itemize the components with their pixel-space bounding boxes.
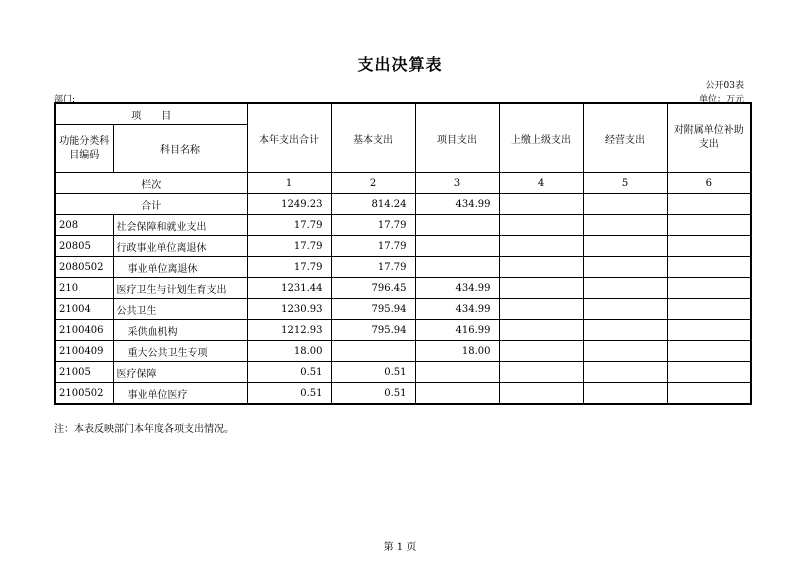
subsidy-cell: [667, 299, 751, 320]
project-cell: [415, 236, 499, 257]
business-cell: [583, 299, 667, 320]
project-cell: 18.00: [415, 341, 499, 362]
col-number: 6: [667, 173, 751, 194]
upper-cell: [499, 299, 583, 320]
expenditure-table: [54, 102, 752, 405]
business-cell: [583, 278, 667, 299]
subsidy-cell: [667, 278, 751, 299]
name-cell: 社会保障和就业支出: [113, 215, 247, 236]
col-number: 4: [499, 173, 583, 194]
basic-cell: 796.45: [331, 278, 415, 299]
table-row: [55, 215, 751, 236]
business-cell: [583, 383, 667, 405]
subsidy-cell: [667, 341, 751, 362]
upper-cell: [499, 362, 583, 383]
code-cell: 210: [55, 278, 113, 299]
total-cell: 0.51: [247, 362, 331, 383]
name-cell: 行政事业单位离退休: [113, 236, 247, 257]
business-cell: [583, 320, 667, 341]
code-cell: 21005: [55, 362, 113, 383]
basic-cell: 17.79: [331, 257, 415, 278]
basic-cell: 17.79: [331, 236, 415, 257]
total-label: 合计: [55, 194, 247, 215]
name-cell: 事业单位医疗: [113, 383, 247, 405]
name-cell: 事业单位离退休: [113, 257, 247, 278]
basic-cell: [331, 341, 415, 362]
upper-cell: [499, 278, 583, 299]
total-cell: 18.00: [247, 341, 331, 362]
basic-cell: 0.51: [331, 383, 415, 405]
header-upper: 上缴上级支出: [499, 103, 583, 173]
subsidy-cell: [667, 215, 751, 236]
name-cell: 医疗保障: [113, 362, 247, 383]
table-row: [55, 257, 751, 278]
code-cell: 208: [55, 215, 113, 236]
upper-cell: [499, 236, 583, 257]
basic-cell: 814.24: [331, 194, 415, 215]
project-cell: [415, 257, 499, 278]
code-cell: 2100409: [55, 341, 113, 362]
name-cell: 采供血机构: [113, 320, 247, 341]
name-cell: 公共卫生: [113, 299, 247, 320]
table-note: 注：本表反映部门本年度各项支出情况。: [54, 424, 234, 435]
unit-label: 单位：万元: [698, 95, 744, 105]
total-cell: 0.51: [247, 383, 331, 405]
total-cell: 1249.23: [247, 194, 331, 215]
col-number: 2: [331, 173, 415, 194]
project-cell: [415, 383, 499, 405]
total-cell: 17.79: [247, 257, 331, 278]
project-cell: [415, 215, 499, 236]
form-number: 公开03表: [705, 81, 744, 91]
header-func-code: 功能分类科目编码: [55, 125, 113, 173]
upper-cell: [499, 320, 583, 341]
col-number: 3: [415, 173, 499, 194]
total-row: [55, 194, 751, 215]
header-business: 经营支出: [583, 103, 667, 173]
total-cell: 1230.93: [247, 299, 331, 320]
table-row: [55, 278, 751, 299]
business-cell: [583, 341, 667, 362]
code-cell: 20805: [55, 236, 113, 257]
subsidy-cell: [667, 236, 751, 257]
subsidy-cell: [667, 194, 751, 215]
upper-cell: [499, 194, 583, 215]
table-row: [55, 320, 751, 341]
project-cell: 434.99: [415, 299, 499, 320]
basic-cell: 795.94: [331, 320, 415, 341]
upper-cell: [499, 215, 583, 236]
code-cell: 21004: [55, 299, 113, 320]
subsidy-cell: [667, 257, 751, 278]
col-number: 5: [583, 173, 667, 194]
header-total: 本年支出合计: [247, 103, 331, 173]
business-cell: [583, 236, 667, 257]
subsidy-cell: [667, 320, 751, 341]
col-number: 1: [247, 173, 331, 194]
table-row: [55, 362, 751, 383]
project-cell: 416.99: [415, 320, 499, 341]
name-cell: 重大公共卫生专项: [113, 341, 247, 362]
code-cell: 2080502: [55, 257, 113, 278]
header-project: 项目支出: [415, 103, 499, 173]
business-cell: [583, 215, 667, 236]
header-item: 项 目: [55, 103, 247, 125]
total-cell: 17.79: [247, 236, 331, 257]
project-cell: 434.99: [415, 194, 499, 215]
header-subject-name: 科目名称: [113, 125, 247, 173]
upper-cell: [499, 257, 583, 278]
name-cell: 医疗卫生与计划生育支出: [113, 278, 247, 299]
basic-cell: 17.79: [331, 215, 415, 236]
code-cell: 2100406: [55, 320, 113, 341]
project-cell: 434.99: [415, 278, 499, 299]
subsidy-cell: [667, 362, 751, 383]
department-label: 部门:: [54, 95, 76, 105]
table-row: [55, 299, 751, 320]
header-basic: 基本支出: [331, 103, 415, 173]
upper-cell: [499, 341, 583, 362]
basic-cell: 795.94: [331, 299, 415, 320]
row-number-label: 栏次: [55, 173, 247, 194]
total-cell: 1231.44: [247, 278, 331, 299]
table-row: [55, 236, 751, 257]
upper-cell: [499, 383, 583, 405]
project-cell: [415, 362, 499, 383]
business-cell: [583, 194, 667, 215]
business-cell: [583, 257, 667, 278]
basic-cell: 0.51: [331, 362, 415, 383]
subsidy-cell: [667, 383, 751, 405]
page-title: 支出决算表: [357, 55, 443, 74]
total-cell: 17.79: [247, 215, 331, 236]
total-cell: 1212.93: [247, 320, 331, 341]
code-cell: 2100502: [55, 383, 113, 405]
business-cell: [583, 362, 667, 383]
header-subsidy: 对附属单位补助支出: [667, 103, 751, 173]
table-row: [55, 341, 751, 362]
page-number: 第 1 页: [383, 542, 417, 553]
table-row: [55, 383, 751, 405]
